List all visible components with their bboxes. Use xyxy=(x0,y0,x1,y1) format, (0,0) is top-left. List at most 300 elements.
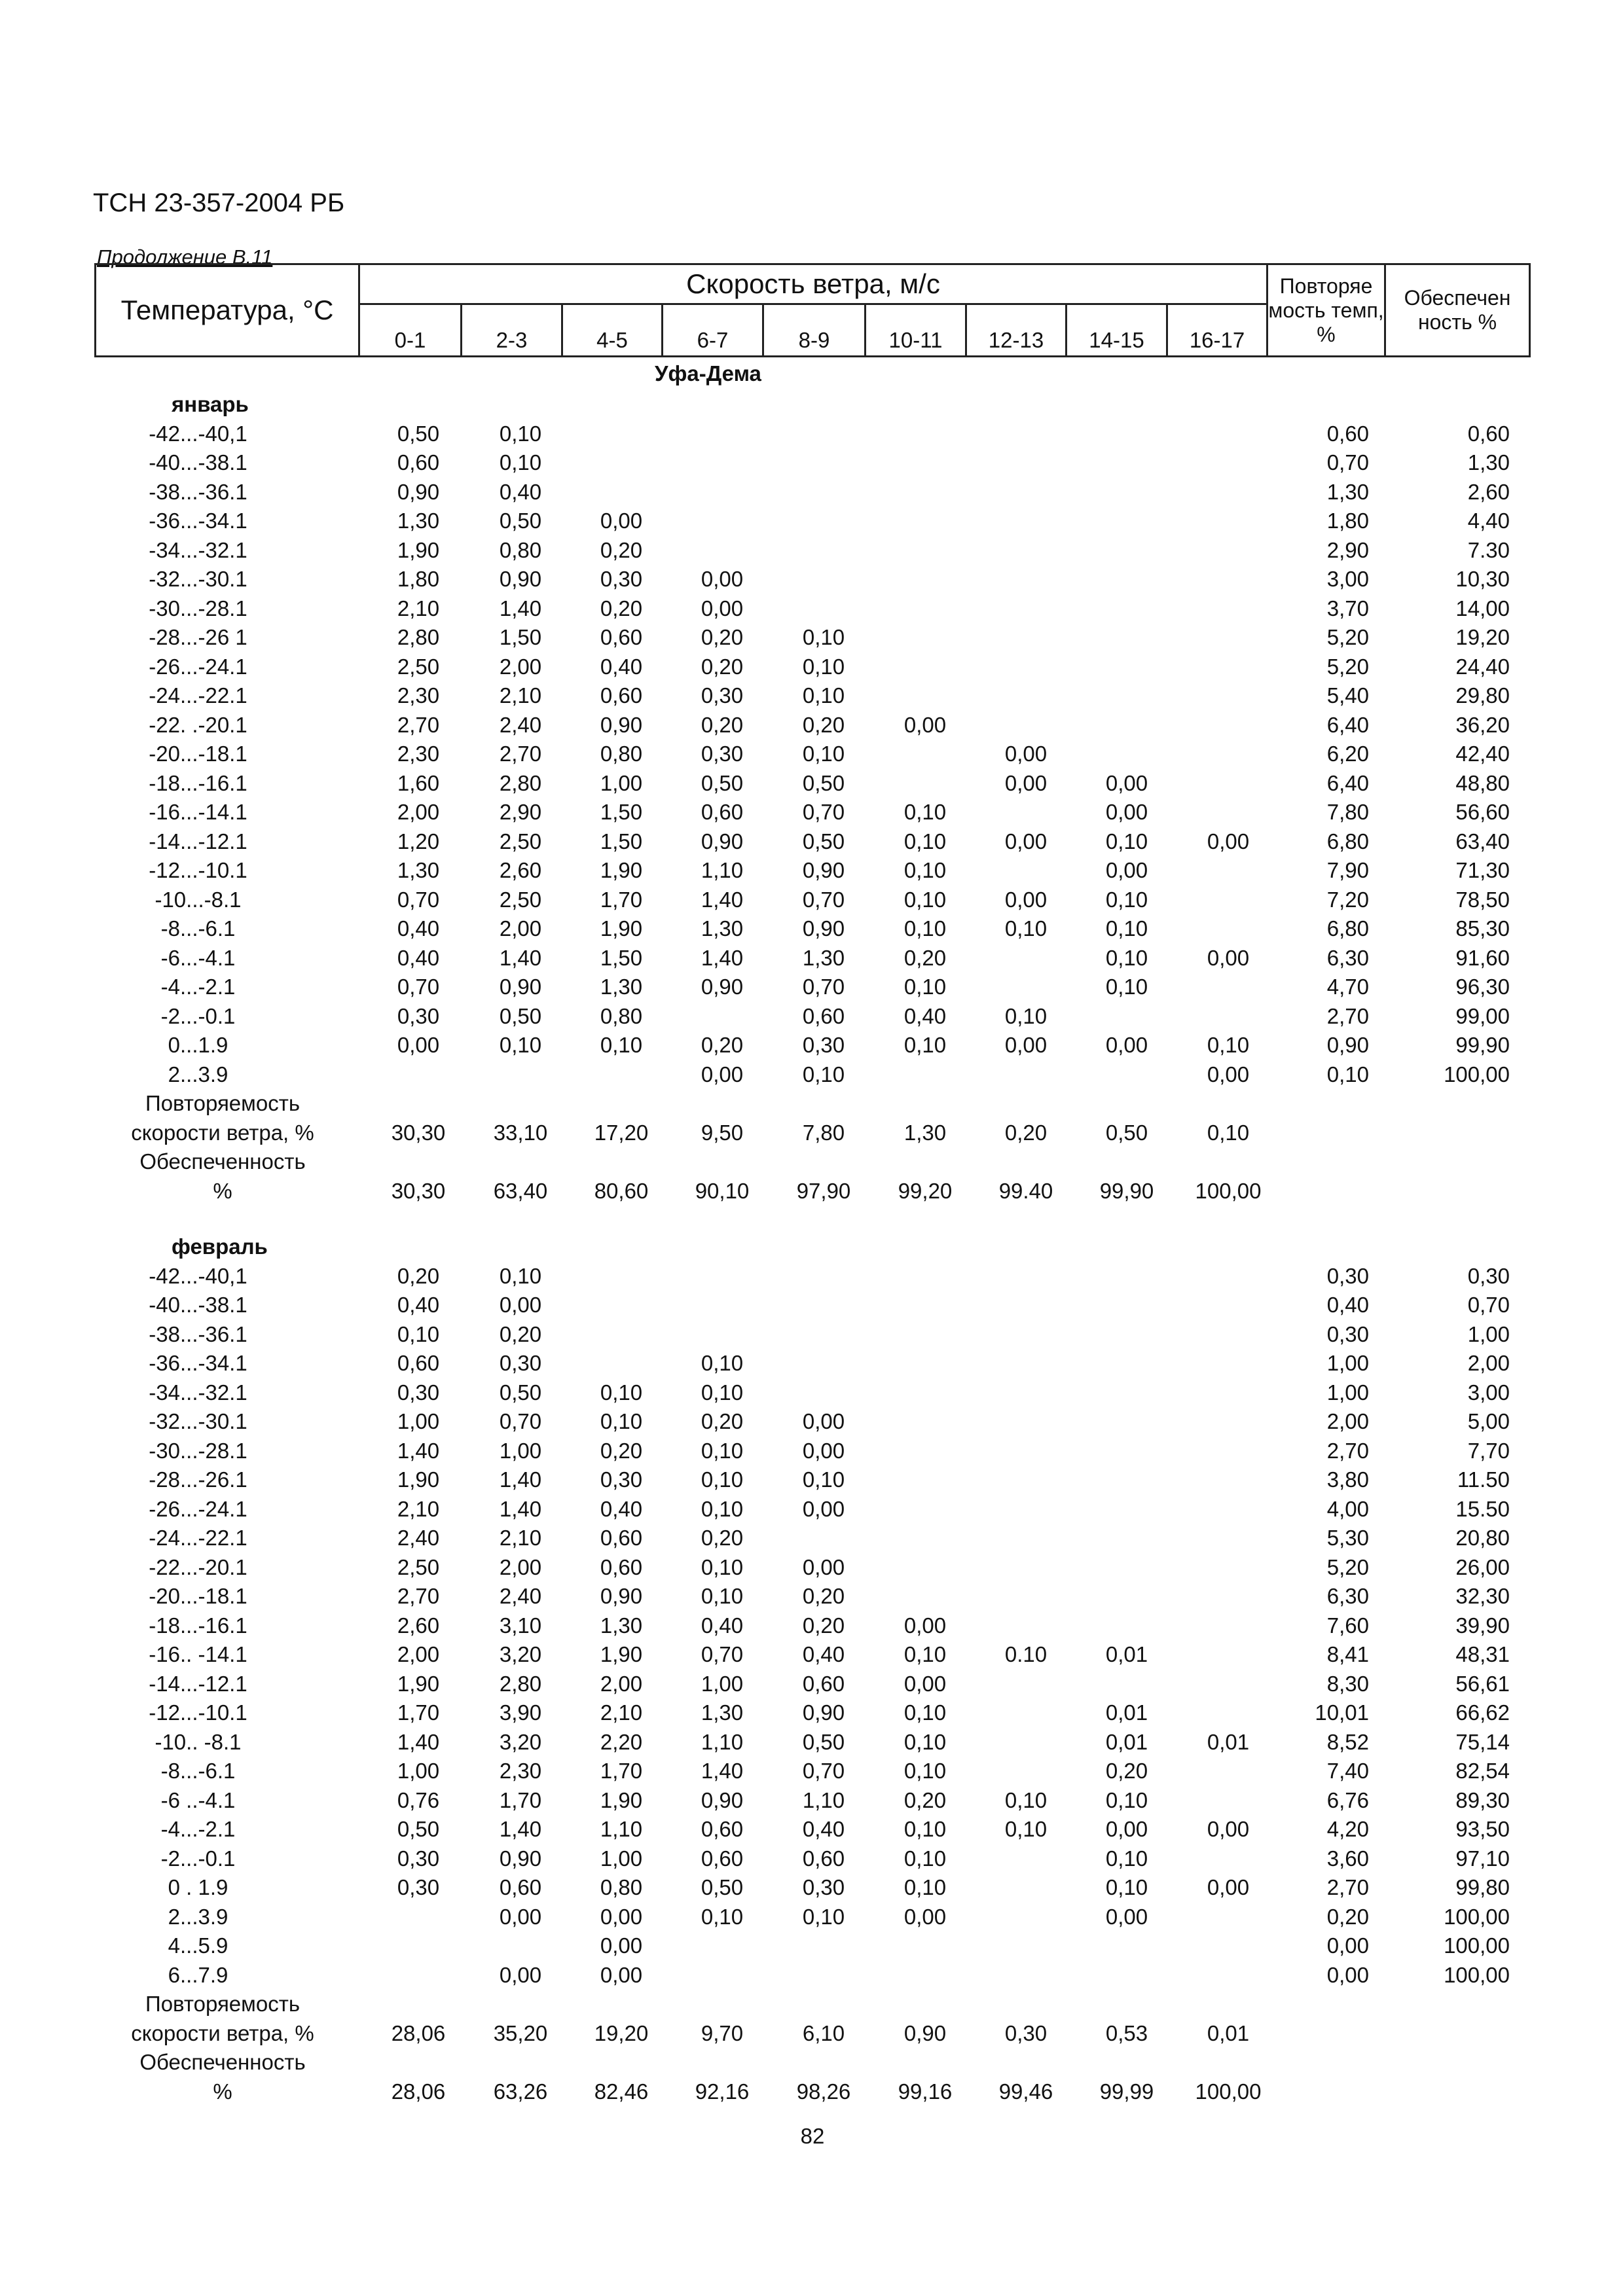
speed-value-cell: 1,40 xyxy=(701,887,744,912)
speed-value-cell: 1,30 xyxy=(701,916,744,941)
summary-value-cell: 19,20 xyxy=(594,2020,649,2045)
speed-value-cell: 0,60 xyxy=(701,1846,744,1871)
speed-value-cell: 0,80 xyxy=(499,537,542,562)
speed-value-cell: 0,10 xyxy=(701,1496,744,1521)
repeat-temp-cell: 6,30 xyxy=(1326,1584,1369,1608)
speed-value-cell: 0,10 xyxy=(903,916,947,941)
speed-column-header: 12-13 xyxy=(966,304,1067,357)
speed-value-cell: 0,40 xyxy=(397,916,440,941)
temperature-range-cell: -34...-32.1 xyxy=(149,537,247,562)
speed-value-cell: 0,30 xyxy=(397,1846,440,1871)
speed-value-cell: 2,40 xyxy=(499,1584,542,1608)
speed-value-cell: 0,90 xyxy=(701,1787,744,1812)
speed-value-cell: 0,00 xyxy=(1105,770,1148,795)
cumulative-cell: 99,00 xyxy=(1455,1003,1510,1028)
repeat-temp-cell: 6,80 xyxy=(1326,829,1369,853)
table-row xyxy=(0,740,1623,769)
temperature-range-cell: -10...-8.1 xyxy=(155,887,242,912)
speed-value-cell: 0,00 xyxy=(499,1904,542,1929)
summary-value-cell: 33,10 xyxy=(493,1120,548,1145)
repeat-temp-cell: 2,90 xyxy=(1326,537,1369,562)
speed-value-cell: 0,10 xyxy=(499,450,542,475)
table-row xyxy=(0,1582,1623,1611)
temperature-range-cell: -24...-22.1 xyxy=(149,1526,247,1550)
speed-value-cell: 2,40 xyxy=(499,712,542,737)
speed-value-cell: 0,10 xyxy=(903,1642,947,1666)
speed-value-cell: 1,10 xyxy=(802,1787,845,1812)
speed-value-cell: 0,10 xyxy=(499,1263,542,1288)
speed-value-cell: 0,00 xyxy=(1004,887,1048,912)
speed-value-cell: 0,70 xyxy=(397,975,440,999)
repeat-temp-cell: 2,00 xyxy=(1326,1409,1369,1433)
speed-value-cell: 0,00 xyxy=(903,1613,947,1638)
cumulative-cell: 56,61 xyxy=(1455,1671,1510,1696)
speed-value-cell: 0,90 xyxy=(499,567,542,591)
speed-value-cell: 1,70 xyxy=(499,1787,542,1812)
speed-value-cell: 1,40 xyxy=(499,1467,542,1492)
repeat-temp-cell: 0,60 xyxy=(1326,421,1369,446)
speed-value-cell: 0,10 xyxy=(903,1033,947,1057)
cumulative-cell: 1,00 xyxy=(1467,1321,1510,1346)
speed-value-cell: 0,00 xyxy=(600,1933,643,1958)
speed-value-cell: 3,10 xyxy=(499,1613,542,1638)
summary-value-cell: 0,01 xyxy=(1207,2020,1250,2045)
table-row xyxy=(0,1873,1623,1903)
speed-value-cell: 0,10 xyxy=(499,421,542,446)
temperature-range-cell: -34...-32.1 xyxy=(149,1380,247,1405)
summary-label-cell: Повторяемость xyxy=(145,1091,301,1115)
cumulative-cell: 0,30 xyxy=(1467,1263,1510,1288)
temperature-range-cell: 0 . 1.9 xyxy=(168,1875,228,1899)
table-row xyxy=(0,594,1623,624)
repeat-temp-cell: 0,20 xyxy=(1326,1904,1369,1929)
speed-value-cell: 1,30 xyxy=(600,975,643,999)
cumulative-cell: 0,70 xyxy=(1467,1293,1510,1317)
temperature-range-cell: -30...-28.1 xyxy=(149,1438,247,1463)
temperature-header: Температура, °С xyxy=(96,264,359,357)
cumulative-cell: 7.30 xyxy=(1467,537,1510,562)
cumulative-cell: 75,14 xyxy=(1455,1729,1510,1754)
speed-column-header: 16-17 xyxy=(1167,304,1267,357)
speed-value-cell: 0,10 xyxy=(1105,1875,1148,1899)
speed-value-cell: 0,10 xyxy=(397,1321,440,1346)
table-row xyxy=(0,711,1623,740)
cumulative-cell: 100,00 xyxy=(1444,1962,1510,1987)
repeat-temp-cell: 4,70 xyxy=(1326,975,1369,999)
speed-value-cell: 0,10 xyxy=(1004,1817,1048,1841)
speed-value-cell: 0,10 xyxy=(1105,829,1148,853)
table-row xyxy=(0,565,1623,594)
speed-value-cell: 0,10 xyxy=(1105,1787,1148,1812)
cumulative-cell: 97,10 xyxy=(1455,1846,1510,1871)
temperature-range-cell: -36...-34.1 xyxy=(149,509,247,533)
speed-value-cell: 0,00 xyxy=(701,1062,744,1086)
repeat-temp-cell: 7,60 xyxy=(1326,1613,1369,1638)
speed-value-cell: 0,60 xyxy=(802,1846,845,1871)
repeat-temp-cell: 0,10 xyxy=(1326,1062,1369,1086)
temperature-range-cell: -18...-16.1 xyxy=(149,770,247,795)
speed-value-cell: 0,01 xyxy=(1105,1700,1148,1725)
speed-value-cell: 0,70 xyxy=(397,887,440,912)
speed-value-cell: 0,10 xyxy=(1105,945,1148,970)
speed-value-cell: 0,60 xyxy=(701,1817,744,1841)
table-row xyxy=(0,1786,1623,1816)
speed-value-cell: 0,70 xyxy=(802,1759,845,1783)
speed-column-header: 14-15 xyxy=(1067,304,1167,357)
speed-value-cell: 0,10 xyxy=(903,1817,947,1841)
speed-value-cell: 2,90 xyxy=(499,800,542,824)
summary-label-cell: Обеспеченность xyxy=(139,1149,306,1174)
speed-value-cell: 1,10 xyxy=(701,858,744,882)
speed-value-cell: 1,70 xyxy=(600,887,643,912)
speed-value-cell: 0,60 xyxy=(802,1003,845,1028)
speed-value-cell: 0,00 xyxy=(1207,1817,1250,1841)
table-row xyxy=(0,886,1623,915)
cumulative-cell: 20,80 xyxy=(1455,1526,1510,1550)
speed-value-cell: 0,00 xyxy=(802,1554,845,1579)
temperature-range-cell: -2...-0.1 xyxy=(160,1846,236,1871)
repeat-temp-cell: 0,00 xyxy=(1326,1933,1369,1958)
speed-value-cell: 2,50 xyxy=(499,829,542,853)
repeat-temp-cell: 7,80 xyxy=(1326,800,1369,824)
speed-value-cell: 0,50 xyxy=(701,770,744,795)
speed-value-cell: 0,00 xyxy=(1004,770,1048,795)
temperature-range-cell: 0...1.9 xyxy=(168,1033,228,1057)
speed-value-cell: 2,10 xyxy=(397,1496,440,1521)
speed-value-cell: 0,10 xyxy=(600,1409,643,1433)
station-name-text: Уфа-Дема xyxy=(655,361,761,386)
table-row xyxy=(0,973,1623,1002)
speed-value-cell: 0,00 xyxy=(701,596,744,620)
speed-value-cell: 1,40 xyxy=(499,1817,542,1841)
speed-value-cell: 1,70 xyxy=(397,1700,440,1725)
summary-value-cell: 90,10 xyxy=(695,1178,750,1203)
repeat-temp-cell: 8,52 xyxy=(1326,1729,1369,1754)
temperature-range-cell: 2...3.9 xyxy=(168,1904,228,1929)
summary-label-cell: скорости ветра, % xyxy=(131,1120,314,1145)
speed-value-cell: 0,20 xyxy=(600,1438,643,1463)
speed-value-cell: 1,00 xyxy=(499,1438,542,1463)
speed-value-cell: 0,80 xyxy=(600,1875,643,1899)
table-row xyxy=(0,448,1623,478)
speed-value-cell: 0,10 xyxy=(903,975,947,999)
speed-value-cell: 0,10 xyxy=(802,654,845,679)
cumulative-header: Обеспечен ность % xyxy=(1385,264,1530,357)
speed-value-cell: 0,00 xyxy=(1105,1904,1148,1929)
speed-value-cell: 1,90 xyxy=(600,916,643,941)
summary-row xyxy=(0,1177,1623,1206)
speed-value-cell: 0,90 xyxy=(499,975,542,999)
summary-label-cell: Обеспеченность xyxy=(139,2050,306,2074)
repeat-temp-cell: 4,00 xyxy=(1326,1496,1369,1521)
summary-row xyxy=(0,1089,1623,1119)
summary-row xyxy=(0,2077,1623,2107)
summary-value-cell: 0,10 xyxy=(1207,1120,1250,1145)
table-row xyxy=(0,1060,1623,1090)
temperature-range-cell: -22...-20.1 xyxy=(149,1554,247,1579)
repeat-temp-cell: 1,00 xyxy=(1326,1351,1369,1375)
speed-value-cell: 1,30 xyxy=(397,858,440,882)
page-number: 82 xyxy=(800,2124,825,2148)
speed-column-header: 6-7 xyxy=(663,304,763,357)
table-row xyxy=(0,914,1623,944)
speed-value-cell: 2,80 xyxy=(499,1671,542,1696)
summary-value-cell: 30,30 xyxy=(391,1178,446,1203)
table-row xyxy=(0,507,1623,536)
speed-value-cell: 0,60 xyxy=(600,683,643,708)
temperature-range-cell: -32...-30.1 xyxy=(149,567,247,591)
speed-value-cell: 0,80 xyxy=(600,1003,643,1028)
table-row xyxy=(0,1815,1623,1844)
cumulative-cell: 14,00 xyxy=(1455,596,1510,620)
table-row xyxy=(0,1844,1623,1874)
cumulative-cell: 4,40 xyxy=(1467,509,1510,533)
speed-value-cell: 0,00 xyxy=(1004,742,1048,766)
speed-value-cell: 0,50 xyxy=(499,509,542,533)
speed-value-cell: 2,50 xyxy=(397,1554,440,1579)
speed-value-cell: 0,30 xyxy=(701,742,744,766)
speed-value-cell: 0,60 xyxy=(600,625,643,649)
speed-value-cell: 0,00 xyxy=(1207,829,1250,853)
speed-value-cell: 0,60 xyxy=(802,1671,845,1696)
temperature-range-cell: -32...-30.1 xyxy=(149,1409,247,1433)
table-row xyxy=(0,1407,1623,1437)
table-row xyxy=(0,653,1623,682)
speed-value-cell: 1,70 xyxy=(600,1759,643,1783)
temperature-range-cell: -30...-28.1 xyxy=(149,596,247,620)
cumulative-cell: 63,40 xyxy=(1455,829,1510,853)
speed-value-cell: 0,00 xyxy=(1105,1817,1148,1841)
speed-value-cell: 1,10 xyxy=(600,1817,643,1841)
summary-row xyxy=(0,2048,1623,2077)
cumulative-cell: 2,60 xyxy=(1467,479,1510,504)
summary-value-cell: 100,00 xyxy=(1195,1178,1262,1203)
speed-value-cell: 0,10 xyxy=(1105,916,1148,941)
repeat-temp-cell: 0,40 xyxy=(1326,1293,1369,1317)
speed-value-cell: 1,80 xyxy=(397,567,440,591)
speed-value-cell: 0,90 xyxy=(701,829,744,853)
speed-value-cell: 0,90 xyxy=(802,1700,845,1725)
speed-value-cell: 0,20 xyxy=(802,712,845,737)
temperature-range-cell: -6...-4.1 xyxy=(160,945,236,970)
speed-value-cell: 3,90 xyxy=(499,1700,542,1725)
summary-value-cell: 28,06 xyxy=(391,2079,446,2104)
table-row xyxy=(0,1757,1623,1786)
speed-value-cell: 2,30 xyxy=(397,683,440,708)
speed-value-cell: 1,00 xyxy=(397,1409,440,1433)
table-row xyxy=(0,1262,1623,1291)
summary-label-cell: % xyxy=(213,2079,232,2104)
speed-value-cell: 0,30 xyxy=(397,1875,440,1899)
speed-value-cell: 0,20 xyxy=(701,712,744,737)
speed-value-cell: 0,70 xyxy=(802,800,845,824)
summary-value-cell: 7,80 xyxy=(802,1120,845,1145)
cumulative-cell: 2,00 xyxy=(1467,1351,1510,1375)
table-row xyxy=(0,1465,1623,1495)
speed-value-cell: 0,40 xyxy=(802,1642,845,1666)
speed-value-cell: 1,90 xyxy=(397,1671,440,1696)
temperature-range-cell: -20...-18.1 xyxy=(149,742,247,766)
speed-value-cell: 0,20 xyxy=(397,1263,440,1288)
speed-value-cell: 0,70 xyxy=(701,1642,744,1666)
cumulative-cell: 100,00 xyxy=(1444,1062,1510,1086)
speed-value-cell: 0,60 xyxy=(397,450,440,475)
temperature-range-cell: -26...-24.1 xyxy=(149,654,247,679)
speed-column-header: 8-9 xyxy=(763,304,866,357)
speed-value-cell: 1,90 xyxy=(600,858,643,882)
speed-value-cell: 0,70 xyxy=(802,975,845,999)
temperature-range-cell: -10.. -8.1 xyxy=(155,1729,242,1754)
temperature-range-cell: -16.. -14.1 xyxy=(149,1642,247,1666)
repeat-temp-cell: 5,20 xyxy=(1326,625,1369,649)
repeat-temp-cell: 0,00 xyxy=(1326,1962,1369,1987)
speed-value-cell: 0,00 xyxy=(1004,829,1048,853)
temperature-range-cell: -28...-26 1 xyxy=(149,625,247,649)
speed-value-cell: 0,10 xyxy=(1004,916,1048,941)
cumulative-cell: 100,00 xyxy=(1444,1933,1510,1958)
speed-value-cell: 0,10 xyxy=(802,1467,845,1492)
table-row xyxy=(0,623,1623,653)
cumulative-cell: 56,60 xyxy=(1455,800,1510,824)
cumulative-cell: 1,30 xyxy=(1467,450,1510,475)
continuation-label: Продолжение В.11 xyxy=(97,245,273,268)
speed-value-cell: 0,00 xyxy=(802,1496,845,1521)
speed-value-cell: 1,00 xyxy=(600,1846,643,1871)
table-row xyxy=(0,1903,1623,1932)
speed-value-cell: 0,40 xyxy=(600,654,643,679)
speed-value-cell: 0.10 xyxy=(1004,1642,1048,1666)
speed-value-cell: 1,40 xyxy=(397,1438,440,1463)
speed-value-cell: 0,90 xyxy=(397,479,440,504)
speed-value-cell: 0,00 xyxy=(1207,1875,1250,1899)
speed-value-cell: 1,10 xyxy=(701,1729,744,1754)
summary-value-cell: 99,46 xyxy=(998,2079,1053,2104)
speed-value-cell: 2,60 xyxy=(499,858,542,882)
speed-value-cell: 0,60 xyxy=(499,1875,542,1899)
speed-value-cell: 0,30 xyxy=(397,1380,440,1405)
cumulative-cell: 82,54 xyxy=(1455,1759,1510,1783)
speed-value-cell: 0,40 xyxy=(701,1613,744,1638)
speed-value-cell: 0,00 xyxy=(903,1904,947,1929)
speed-value-cell: 1,30 xyxy=(600,1613,643,1638)
speed-value-cell: 0,00 xyxy=(600,1904,643,1929)
speed-value-cell: 0,00 xyxy=(499,1962,542,1987)
speed-value-cell: 0,50 xyxy=(802,770,845,795)
summary-value-cell: 1,30 xyxy=(903,1120,947,1145)
speed-value-cell: 1,40 xyxy=(499,945,542,970)
speed-value-cell: 0,01 xyxy=(1105,1642,1148,1666)
summary-value-cell: 0,53 xyxy=(1105,2020,1148,2045)
summary-row xyxy=(0,2019,1623,2049)
temperature-range-cell: -28...-26.1 xyxy=(149,1467,247,1492)
month-section-january xyxy=(0,390,1623,1206)
speed-value-cell: 2,60 xyxy=(397,1613,440,1638)
speed-value-cell: 0,00 xyxy=(802,1438,845,1463)
cumulative-cell: 5,00 xyxy=(1467,1409,1510,1433)
speed-value-cell: 0,10 xyxy=(1004,1787,1048,1812)
speed-value-cell: 3,20 xyxy=(499,1729,542,1754)
speed-value-cell: 0,20 xyxy=(903,945,947,970)
speed-value-cell: 0,00 xyxy=(1105,800,1148,824)
speed-value-cell: 1,40 xyxy=(499,1496,542,1521)
speed-value-cell: 0,00 xyxy=(600,1962,643,1987)
repeat-temp-cell: 2,70 xyxy=(1326,1875,1369,1899)
repeat-temp-cell: 6,30 xyxy=(1326,945,1369,970)
table-row xyxy=(0,1728,1623,1757)
speed-value-cell: 0,20 xyxy=(701,1526,744,1550)
repeat-temp-cell: 3,80 xyxy=(1326,1467,1369,1492)
summary-label-cell: % xyxy=(213,1178,232,1203)
speed-value-cell: 0,20 xyxy=(1105,1759,1148,1783)
cumulative-cell: 99,80 xyxy=(1455,1875,1510,1899)
summary-value-cell: 100,00 xyxy=(1195,2079,1262,2104)
table-row xyxy=(0,827,1623,857)
speed-value-cell: 0,10 xyxy=(701,1467,744,1492)
speed-value-cell: 0,00 xyxy=(1207,945,1250,970)
speed-value-cell: 0,00 xyxy=(1105,1033,1148,1057)
repeat-temp-cell: 2,70 xyxy=(1326,1438,1369,1463)
cumulative-cell: 0,60 xyxy=(1467,421,1510,446)
speed-value-cell: 0,40 xyxy=(397,945,440,970)
table-row xyxy=(0,681,1623,711)
table-row xyxy=(0,1002,1623,1031)
cumulative-cell: 89,30 xyxy=(1455,1787,1510,1812)
speed-column-header: 2-3 xyxy=(462,304,562,357)
speed-value-cell: 1,00 xyxy=(701,1671,744,1696)
wind-speed-header: Скорость ветра, м/с xyxy=(359,264,1267,304)
speed-value-cell: 1,40 xyxy=(701,1759,744,1783)
speed-value-cell: 0,40 xyxy=(397,1293,440,1317)
speed-value-cell: 0,10 xyxy=(903,800,947,824)
temperature-range-cell: -38...-36.1 xyxy=(149,479,247,504)
speed-value-cell: 0,30 xyxy=(397,1003,440,1028)
speed-value-cell: 0,60 xyxy=(600,1554,643,1579)
cumulative-cell: 19,20 xyxy=(1455,625,1510,649)
speed-value-cell: 0,10 xyxy=(903,1759,947,1783)
speed-value-cell: 2,10 xyxy=(499,683,542,708)
document-code: ТСН 23-357-2004 РБ xyxy=(93,188,345,217)
cumulative-cell: 29,80 xyxy=(1455,683,1510,708)
summary-value-cell: 0,50 xyxy=(1105,1120,1148,1145)
speed-value-cell: 0,20 xyxy=(600,596,643,620)
speed-value-cell: 2,00 xyxy=(397,1642,440,1666)
table-row xyxy=(0,536,1623,565)
speed-value-cell: 0,30 xyxy=(701,683,744,708)
summary-label-cell: Повторяемость xyxy=(145,1992,301,2016)
cumulative-cell: 48,80 xyxy=(1455,770,1510,795)
repeat-temp-cell: 5,20 xyxy=(1326,1554,1369,1579)
summary-value-cell: 97,90 xyxy=(796,1178,851,1203)
speed-value-cell: 0,10 xyxy=(903,887,947,912)
repeat-temp-cell: 10,01 xyxy=(1315,1700,1369,1725)
speed-value-cell: 0,01 xyxy=(1207,1729,1250,1754)
cumulative-cell: 66,62 xyxy=(1455,1700,1510,1725)
speed-value-cell: 1,90 xyxy=(600,1787,643,1812)
summary-value-cell: 35,20 xyxy=(493,2020,548,2045)
speed-value-cell: 0,10 xyxy=(1105,1846,1148,1871)
speed-value-cell: 0,50 xyxy=(397,421,440,446)
speed-value-cell: 1,40 xyxy=(499,596,542,620)
repeat-temp-cell: 3,70 xyxy=(1326,596,1369,620)
speed-value-cell: 1,00 xyxy=(600,770,643,795)
table-row xyxy=(0,1031,1623,1060)
summary-row xyxy=(0,1990,1623,2019)
speed-value-cell: 0,90 xyxy=(600,712,643,737)
table-row xyxy=(0,1931,1623,1961)
speed-value-cell: 2,00 xyxy=(499,1554,542,1579)
summary-value-cell: 99,16 xyxy=(898,2079,953,2104)
cumulative-cell: 32,30 xyxy=(1455,1584,1510,1608)
